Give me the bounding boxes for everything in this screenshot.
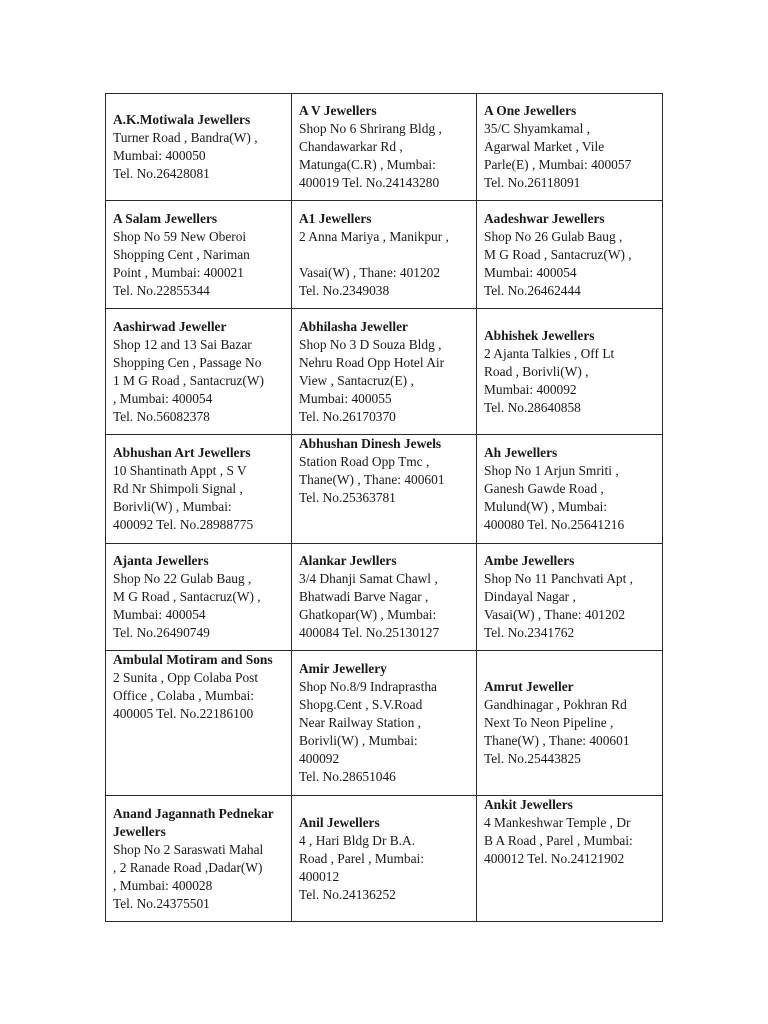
jeweller-name: A V Jewellers (299, 103, 377, 118)
address-line (299, 246, 472, 264)
address-line: Shop No 6 Shrirang Bldg , (299, 121, 442, 136)
address-line: M G Road , Santacruz(W) , (484, 246, 632, 262)
jeweller-entry (106, 435, 292, 544)
address-line: Vasai(W) , Thane: 401202 (299, 264, 441, 280)
jeweller-entry (106, 796, 292, 922)
address-line: Ghatkopar(W) , Mumbai: (299, 607, 437, 622)
address-line: Tel. No.28651046 (299, 769, 396, 784)
address-line: Shop No 11 Panchvati Apt , (484, 571, 634, 586)
address-line: Chandawarkar Rd , (299, 139, 403, 154)
address-line: Dindayal Nagar , (484, 589, 576, 604)
jeweller-name: Aadeshwar Jewellers (484, 210, 605, 226)
jeweller-entry (106, 651, 292, 796)
address-line: Thane(W) , Thane: 400601 (484, 733, 630, 748)
address-line: 400019 Tel. No.24143280 (299, 175, 440, 190)
table-row (106, 94, 663, 201)
address-line: 4 , Hari Bldg Dr B.A. (299, 832, 416, 848)
address-line: 400084 Tel. No.25130127 (299, 625, 440, 640)
address-line: Road , Parel , Mumbai: (299, 850, 424, 866)
jeweller-name: A1 Jewellers (299, 210, 372, 226)
jeweller-name: Anand Jagannath Pednekar Jewellers (113, 805, 274, 839)
address-line: 400012 Tel. No.24121902 (484, 851, 625, 866)
table-row (106, 201, 663, 309)
jeweller-name: Abhushan Art Jewellers (113, 445, 251, 460)
jeweller-name: Ambe Jewellers (484, 553, 575, 568)
address-line: Bhatwadi Barve Nagar , (299, 589, 429, 604)
address-line: Office , Colaba , Mumbai: (113, 688, 255, 703)
jeweller-entry (292, 796, 477, 922)
address-line: Tel. No.26462444 (484, 282, 581, 298)
directory-table-body (106, 94, 663, 922)
address-line: 400092 Tel. No.28988775 (113, 517, 254, 532)
address-line: Road , Borivli(W) , (484, 363, 589, 379)
address-line: 2 Ajanta Talkies , Off Lt (484, 345, 615, 361)
address-line: View , Santacruz(E) , (299, 372, 414, 388)
jeweller-entry (292, 544, 477, 651)
address-line: Borivli(W) , Mumbai: (113, 499, 232, 514)
jeweller-entry (292, 435, 477, 544)
address-line: Point , Mumbai: 400021 (113, 264, 244, 280)
address-line: 400092 (299, 751, 340, 766)
jeweller-name: Ankit Jewellers (484, 797, 573, 812)
address-line: Shop No 1 Arjun Smriti , (484, 463, 619, 478)
address-line: Nehru Road Opp Hotel Air (299, 354, 445, 370)
address-line: Mumbai: 400050 (113, 148, 206, 163)
jeweller-entry (477, 201, 663, 309)
jeweller-name: Anil Jewellers (299, 814, 380, 830)
jeweller-entry (477, 435, 663, 544)
table-row (106, 651, 663, 796)
jeweller-entry (292, 651, 477, 796)
address-line: Shop No 26 Gulab Baug , (484, 228, 623, 244)
address-line: Tel. No.56082378 (113, 408, 210, 424)
address-line: , 2 Ranade Road ,Dadar(W) (113, 859, 263, 875)
jeweller-entry (292, 309, 477, 435)
address-line: Shop 12 and 13 Sai Bazar (113, 336, 252, 352)
address-line: 400005 Tel. No.22186100 (113, 706, 254, 721)
jeweller-entry (106, 309, 292, 435)
address-line: M G Road , Santacruz(W) , (113, 589, 261, 604)
jeweller-entry (292, 94, 477, 201)
jeweller-name: Amir Jewellery (299, 661, 387, 676)
address-line: Tel. No.2341762 (484, 625, 575, 640)
address-line: Shop No.8/9 Indraprastha (299, 679, 437, 694)
table-row (106, 309, 663, 435)
address-line: Mulund(W) , Mumbai: (484, 499, 608, 514)
address-line: Shopg.Cent , S.V.Road (299, 697, 423, 712)
jeweller-name: A.K.Motiwala Jewellers (113, 112, 251, 127)
address-line: 3/4 Dhanji Samat Chawl , (299, 571, 438, 586)
address-line: Tel. No.25443825 (484, 751, 581, 766)
address-line: 1 M G Road , Santacruz(W) (113, 372, 264, 388)
jeweller-name: Amrut Jeweller (484, 679, 574, 694)
jeweller-entry (106, 544, 292, 651)
jeweller-name: Ambulal Motiram and Sons (113, 652, 273, 667)
address-line: Rd Nr Shimpoli Signal , (113, 481, 243, 496)
address-line: Tel. No.26118091 (484, 175, 581, 190)
address-line: Shop No 22 Gulab Baug , (113, 571, 252, 586)
address-line: 400012 (299, 868, 340, 884)
address-line: 2 Sunita , Opp Colaba Post (113, 670, 259, 685)
address-line: Shop No 3 D Souza Bldg , (299, 336, 442, 352)
address-line: Tel. No.28640858 (484, 399, 581, 415)
jeweller-entry (106, 94, 292, 201)
address-line: Matunga(C.R) , Mumbai: (299, 157, 436, 172)
address-line: Next To Neon Pipeline , (484, 715, 614, 730)
address-line: Vasai(W) , Thane: 401202 (484, 607, 626, 622)
address-line: Turner Road , Bandra(W) , (113, 130, 258, 145)
address-line: 4 Mankeshwar Temple , Dr (484, 815, 631, 830)
address-line: 35/C Shyamkamal , (484, 121, 591, 136)
address-line: Tel. No.2349038 (299, 282, 390, 298)
address-line: Near Railway Station , (299, 715, 421, 730)
address-line: Mumbai: 400092 (484, 381, 577, 397)
address-line: 10 Shantinath Appt , S V (113, 463, 247, 478)
jeweller-name: Abhishek Jewellers (484, 327, 595, 343)
address-line: Shop No 2 Saraswati Mahal (113, 841, 264, 857)
jeweller-name: Aashirwad Jeweller (113, 318, 227, 334)
address-line: Tel. No.24136252 (299, 886, 396, 902)
jeweller-entry (477, 94, 663, 201)
table-row (106, 435, 663, 544)
address-line: Mumbai: 400054 (484, 264, 577, 280)
jeweller-name: Abhilasha Jeweller (299, 318, 408, 334)
address-line: Tel. No.26170370 (299, 408, 396, 424)
address-line: Ganesh Gawde Road , (484, 481, 604, 496)
jewellers-directory-table (105, 93, 663, 922)
address-line: Shop No 59 New Oberoi (113, 228, 247, 244)
table-row (106, 796, 663, 922)
table-row (106, 544, 663, 651)
address-line: Agarwal Market , Vile (484, 139, 605, 154)
address-line: Parle(E) , Mumbai: 400057 (484, 157, 632, 172)
address-line: Mumbai: 400054 (113, 607, 206, 622)
address-line: Station Road Opp Tmc , (299, 454, 430, 469)
jeweller-entry (477, 544, 663, 651)
address-line: Borivli(W) , Mumbai: (299, 733, 418, 748)
address-line: Gandhinagar , Pokhran Rd (484, 697, 627, 712)
jeweller-entry (477, 309, 663, 435)
address-line: , Mumbai: 400028 (113, 877, 213, 893)
address-line: B A Road , Parel , Mumbai: (484, 833, 633, 848)
address-line: Tel. No.22855344 (113, 282, 210, 298)
jeweller-name: A Salam Jewellers (113, 210, 218, 226)
jeweller-entry (477, 651, 663, 796)
jeweller-entry (106, 201, 292, 309)
jeweller-name: Alankar Jewllers (299, 553, 397, 568)
address-line: Shopping Cen , Passage No (113, 354, 262, 370)
address-line: Tel. No.25363781 (299, 490, 396, 505)
address-line: Shopping Cent , Nariman (113, 246, 250, 262)
address-line: Mumbai: 400055 (299, 390, 392, 406)
address-line: , Mumbai: 400054 (113, 390, 213, 406)
jeweller-entry (292, 201, 477, 309)
address-line: 400080 Tel. No.25641216 (484, 517, 625, 532)
jeweller-name: A One Jewellers (484, 103, 577, 118)
address-line: 2 Anna Mariya , Manikpur , (299, 228, 449, 244)
jeweller-name: Ajanta Jewellers (113, 553, 209, 568)
address-line: Tel. No.24375501 (113, 895, 210, 911)
address-line: Tel. No.26490749 (113, 625, 210, 640)
address-line: Thane(W) , Thane: 400601 (299, 472, 445, 487)
jeweller-entry (477, 796, 663, 922)
jeweller-name: Abhushan Dinesh Jewels (299, 436, 442, 451)
jeweller-name: Ah Jewellers (484, 445, 558, 460)
address-line: Tel. No.26428081 (113, 166, 210, 181)
